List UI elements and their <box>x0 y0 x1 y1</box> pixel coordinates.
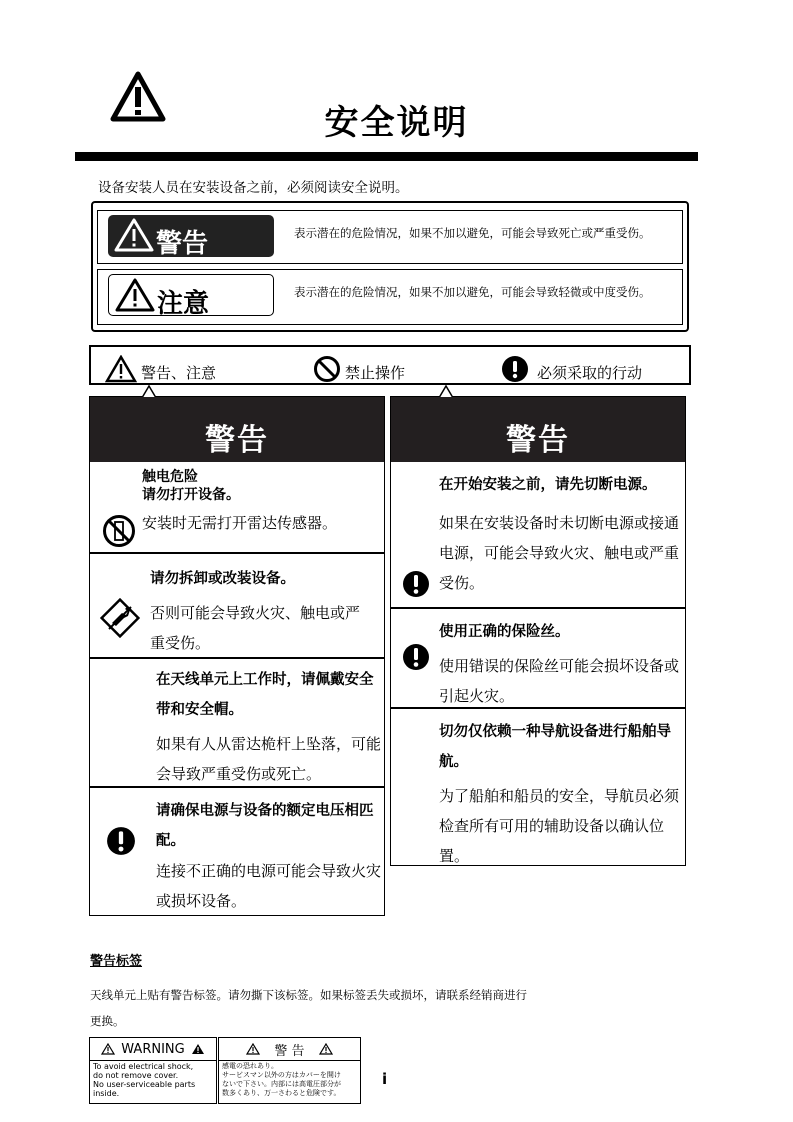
japanese-warning-label <box>218 1037 361 1104</box>
left-section-1-heading-2: 请勿打开设备。 <box>142 487 240 503</box>
legend-row-caution <box>97 269 683 325</box>
page-title: 安全说明 <box>324 103 469 143</box>
right-section-3-heading: 切勿仅依赖一种导航设备进行船舶导航。 <box>439 724 671 770</box>
warning-triangle-icon <box>191 1043 205 1055</box>
right-column-header: 警告 <box>391 397 685 462</box>
left-warning-column <box>89 396 385 916</box>
symbol-mandatory: 必须采取的行动 <box>501 355 642 383</box>
warning-triangle-icon <box>319 1043 333 1055</box>
left-section-4-heading: 请确保电源与设备的额定电压相匹配。 <box>156 803 374 849</box>
left-section-1-heading-1: 触电危险 <box>142 469 198 485</box>
intro-text: 设备安装人员在安装设备之前，必须阅读安全说明。 <box>98 180 409 196</box>
left-section-4-body: 连接不正确的电源可能会导致火灾或损坏设备。 <box>156 862 382 910</box>
no-disassembly-icon <box>102 514 136 548</box>
english-label-header: WARNING <box>121 1041 185 1057</box>
left-section-4 <box>90 788 384 917</box>
left-section-2 <box>90 554 384 659</box>
japanese-label-header: 警 告 <box>274 1043 305 1059</box>
left-column-header: 警告 <box>90 397 384 462</box>
right-section-2 <box>391 609 685 709</box>
left-section-3 <box>90 659 384 788</box>
warning-label-title: 警告标签 <box>90 954 143 969</box>
right-section-3-body: 为了船舶和船员的安全，导航员必须检查所有可用的辅助设备以确认位置。 <box>439 787 680 865</box>
right-warning-column <box>390 396 686 866</box>
warning-triangle-icon <box>246 1043 260 1055</box>
right-section-2-body: 使用错误的保险丝可能会损坏设备或引起火灾。 <box>439 657 680 705</box>
mandatory-action-icon <box>106 826 136 856</box>
mandatory-action-icon <box>402 643 430 671</box>
left-section-3-heading: 在天线单元上工作时，请佩戴安全带和安全帽。 <box>156 672 374 718</box>
mandatory-action-icon <box>402 570 430 598</box>
caution-triangle-icon <box>115 277 155 313</box>
warning-triangle-icon <box>114 217 154 253</box>
left-section-1-body: 安装时无需打开雷达传感器。 <box>142 514 338 532</box>
right-section-1-body: 如果在安装设备时未切断电源或接通电源，可能会导致火灾、触电或严重受伤。 <box>439 514 680 592</box>
warning-description: 表示潜在的危险情况，如果不加以避免，可能会导致死亡或严重受伤。 <box>294 226 651 240</box>
symbol-legend <box>89 345 691 385</box>
no-modification-icon <box>100 598 140 638</box>
left-section-3-body: 如果有人从雷达桅杆上坠落，可能会导致严重受伤或死亡。 <box>156 735 382 783</box>
prohibited-icon <box>313 355 341 383</box>
english-label-body: To avoid electrical shock, do not remove cover. No user-serviceable parts inside. <box>93 1062 196 1098</box>
right-section-3 <box>391 709 685 867</box>
warning-signal-word: 警告 <box>108 215 274 257</box>
japanese-label-body: 感電の恐れあり。 サービスマン以外の方はカバーを開け ないで下さい。内部には高電圧部分が 数多くあり、万一さわると危険です。 <box>222 1062 341 1097</box>
right-section-1 <box>391 462 685 609</box>
symbol-prohibited: 禁止操作 <box>313 355 405 383</box>
title-rule <box>75 152 698 161</box>
warning-triangle-icon <box>105 355 137 383</box>
left-section-2-body: 否则可能会导致火灾、触电或严重受伤。 <box>150 604 361 652</box>
english-warning-label <box>89 1037 217 1104</box>
symbol-warning: 警告、注意 <box>105 355 216 383</box>
caution-description: 表示潜在的危险情况，如果不加以避免，可能会导致轻微或中度受伤。 <box>294 285 651 299</box>
left-section-2-heading: 请勿拆卸或改装设备。 <box>150 571 295 587</box>
right-section-2-heading: 使用正确的保险丝。 <box>439 624 570 640</box>
right-section-1-heading: 在开始安装之前，请先切断电源。 <box>439 477 657 493</box>
signal-word-legend <box>91 201 689 332</box>
mandatory-action-icon <box>501 355 529 383</box>
left-section-1 <box>90 462 384 554</box>
page-number: i <box>382 1070 388 1088</box>
caution-signal-word: 注意 <box>108 274 274 316</box>
warning-triangle-icon <box>101 1043 115 1055</box>
legend-row-warning <box>97 210 683 264</box>
warning-label-text: 天线单元上贴有警告标签。请勿撕下该标签。如果标签丢失或损坏，请联系经销商进行更换。 <box>90 988 527 1028</box>
